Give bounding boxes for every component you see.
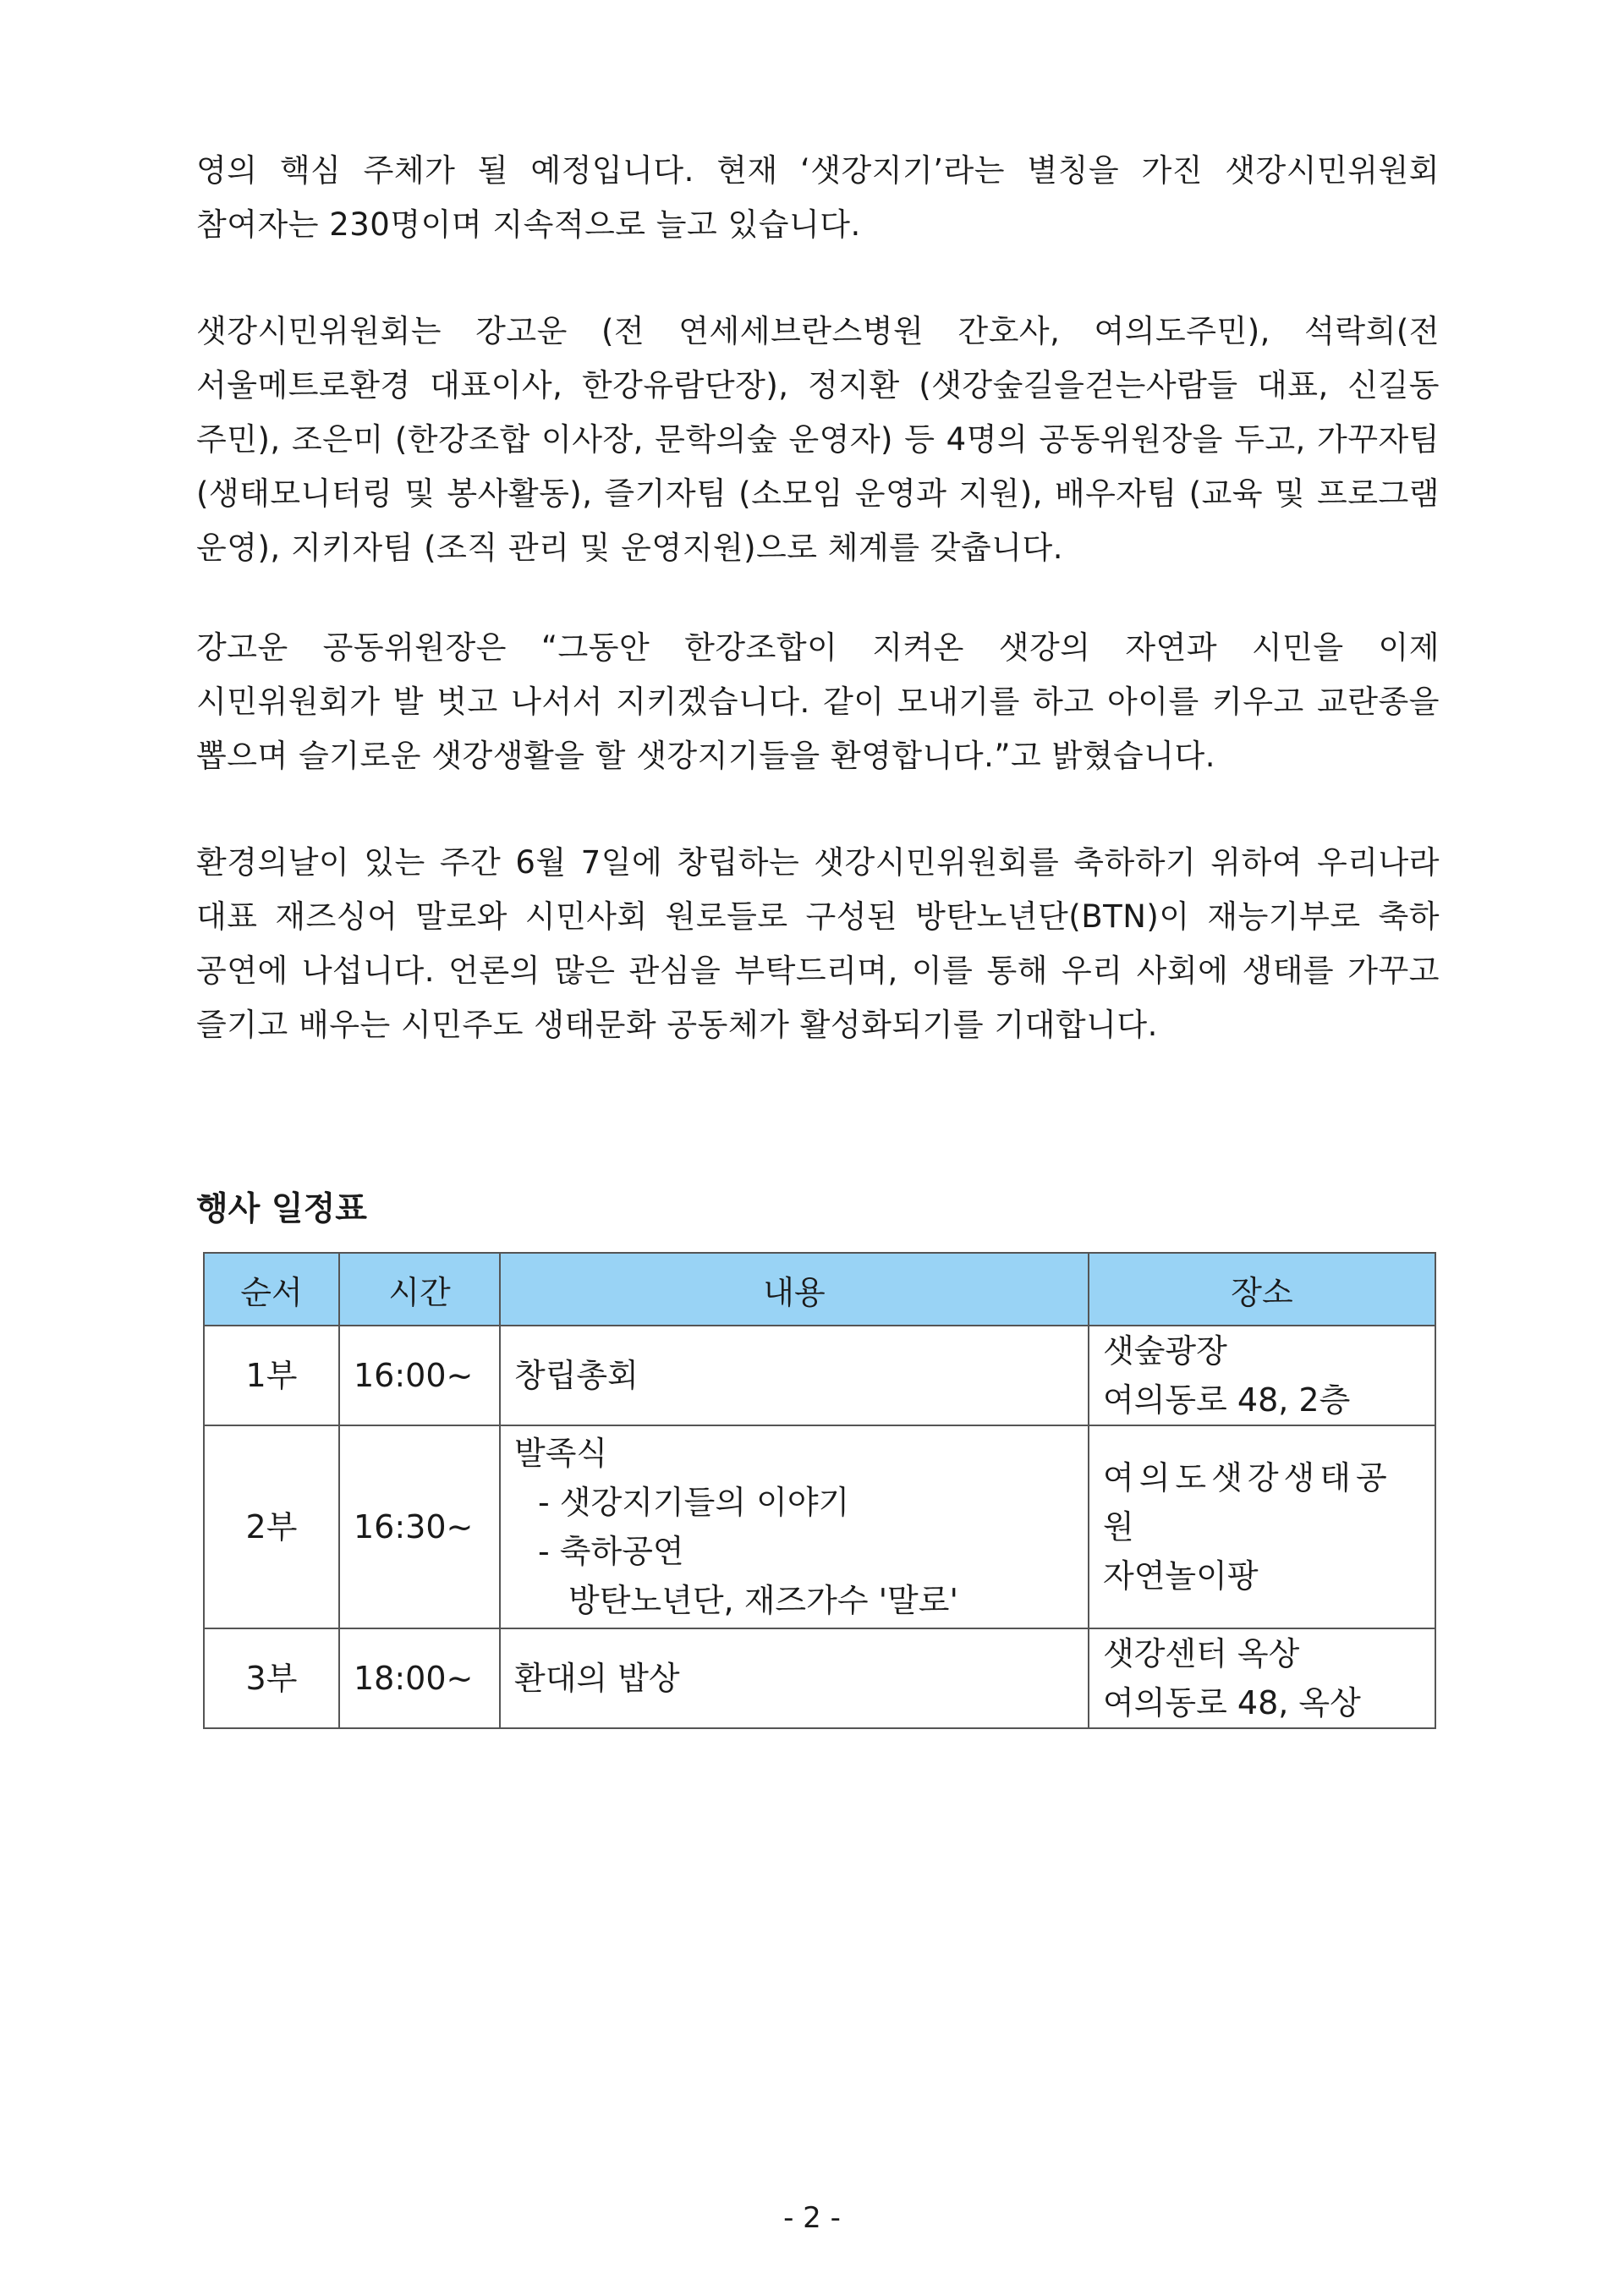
place-line: 자연놀이팡 [1103,1557,1259,1595]
place-line: 여의동로 48, 옥상 [1103,1684,1361,1721]
header-place: 장소 [1089,1253,1435,1326]
paragraph-intro-continuation: 영의 핵심 주체가 될 예정입니다. 현재 ‘샛강지기’라는 별칭을 가진 샛강시민위원회 참여자는 230명이며 지속적으로 늘고 있습니다. [196,152,1440,243]
cell-order: 1부 [204,1326,339,1425]
place-line: 샛강센터 옥상 [1103,1635,1300,1672]
table-row [204,1326,1435,1425]
page-number: - 2 - [783,2201,841,2235]
content-line: 창립총회 [514,1357,639,1394]
header-time: 시간 [339,1253,500,1326]
table-header-row [204,1253,1435,1326]
cell-content [500,1425,1089,1628]
content-line: - 축하공연 [538,1533,684,1570]
cell-place [1089,1326,1435,1425]
table-row [204,1628,1435,1728]
schedule-title: 행사 일정표 [196,1190,367,1228]
cell-place [1089,1628,1435,1728]
place-line: 여의동로 48, 2층 [1103,1381,1351,1419]
content-line: - 샛강지기들의 이야기 [538,1484,850,1521]
place-line: 여의도샛강생태공원 [1103,1459,1392,1546]
cell-time: 16:30~ [339,1425,500,1628]
schedule-table [203,1252,1436,1729]
paragraph-celebration: 환경의날이 있는 주간 6월 7일에 창립하는 샛강시민위원회를 축하하기 위하여 우리나라 대표 재즈싱어 말로와 시민사회 원로들로 구성된 방탄노년단(BTN)이 재능기부로 축하 공연에 나섭니다. 언론의 많은 관심을 부탁드리며, 이를 통해 우리 사회에 생태를 가꾸고 즐기고 배우는 시민주도 생태문화 공동체가 활성화되기를 기대합니다. [196,844,1440,1043]
header-order: 순서 [204,1253,339,1326]
cell-content [500,1628,1089,1728]
cell-time: 18:00~ [339,1628,500,1728]
paragraph-cochair-quote: 강고운 공동위원장은 “그동안 한강조합이 지켜온 샛강의 자연과 시민을 이제 시민위원회가 발 벗고 나서서 지키겠습니다. 같이 모내기를 하고 아이를 키우고 교란종을 뽑으며 슬기로운 샛강생활을 할 샛강지기들을 환영합니다.”고 밝혔습니다. [196,629,1440,774]
cell-order: 2부 [204,1425,339,1628]
content-line: 환대의 밥상 [514,1660,680,1697]
content-line: 발족식 [514,1435,608,1472]
place-line: 샛숲광장 [1103,1332,1227,1370]
cell-time: 16:00~ [339,1326,500,1425]
cell-place [1089,1425,1435,1628]
cell-content [500,1326,1089,1425]
paragraph-committee-structure: 샛강시민위원회는 강고운 (전 연세세브란스병원 간호사, 여의도주민), 석락희(전 서울메트로환경 대표이사, 한강유람단장), 정지환 (샛강숲길을걷는사람들 대표, 신길동 주민), 조은미 (한강조합 이사장, 문학의숲 운영자) 등 4명의 공동위원장을 두고, 가꾸자팀 (생태모니터링 및 봉사활동), 즐기자팀 (소모임 운영과 지원), 배우자팀 (교육 및 프로그램 운영), 지키자팀 (조직 관리 및 운영지원)으로 체계를 갖춥니다. [196,313,1440,566]
table-row [204,1425,1435,1628]
header-content: 내용 [500,1253,1089,1326]
content-line: 방탄노년단, 재즈가수 '말로' [568,1582,958,1619]
cell-order: 3부 [204,1628,339,1728]
